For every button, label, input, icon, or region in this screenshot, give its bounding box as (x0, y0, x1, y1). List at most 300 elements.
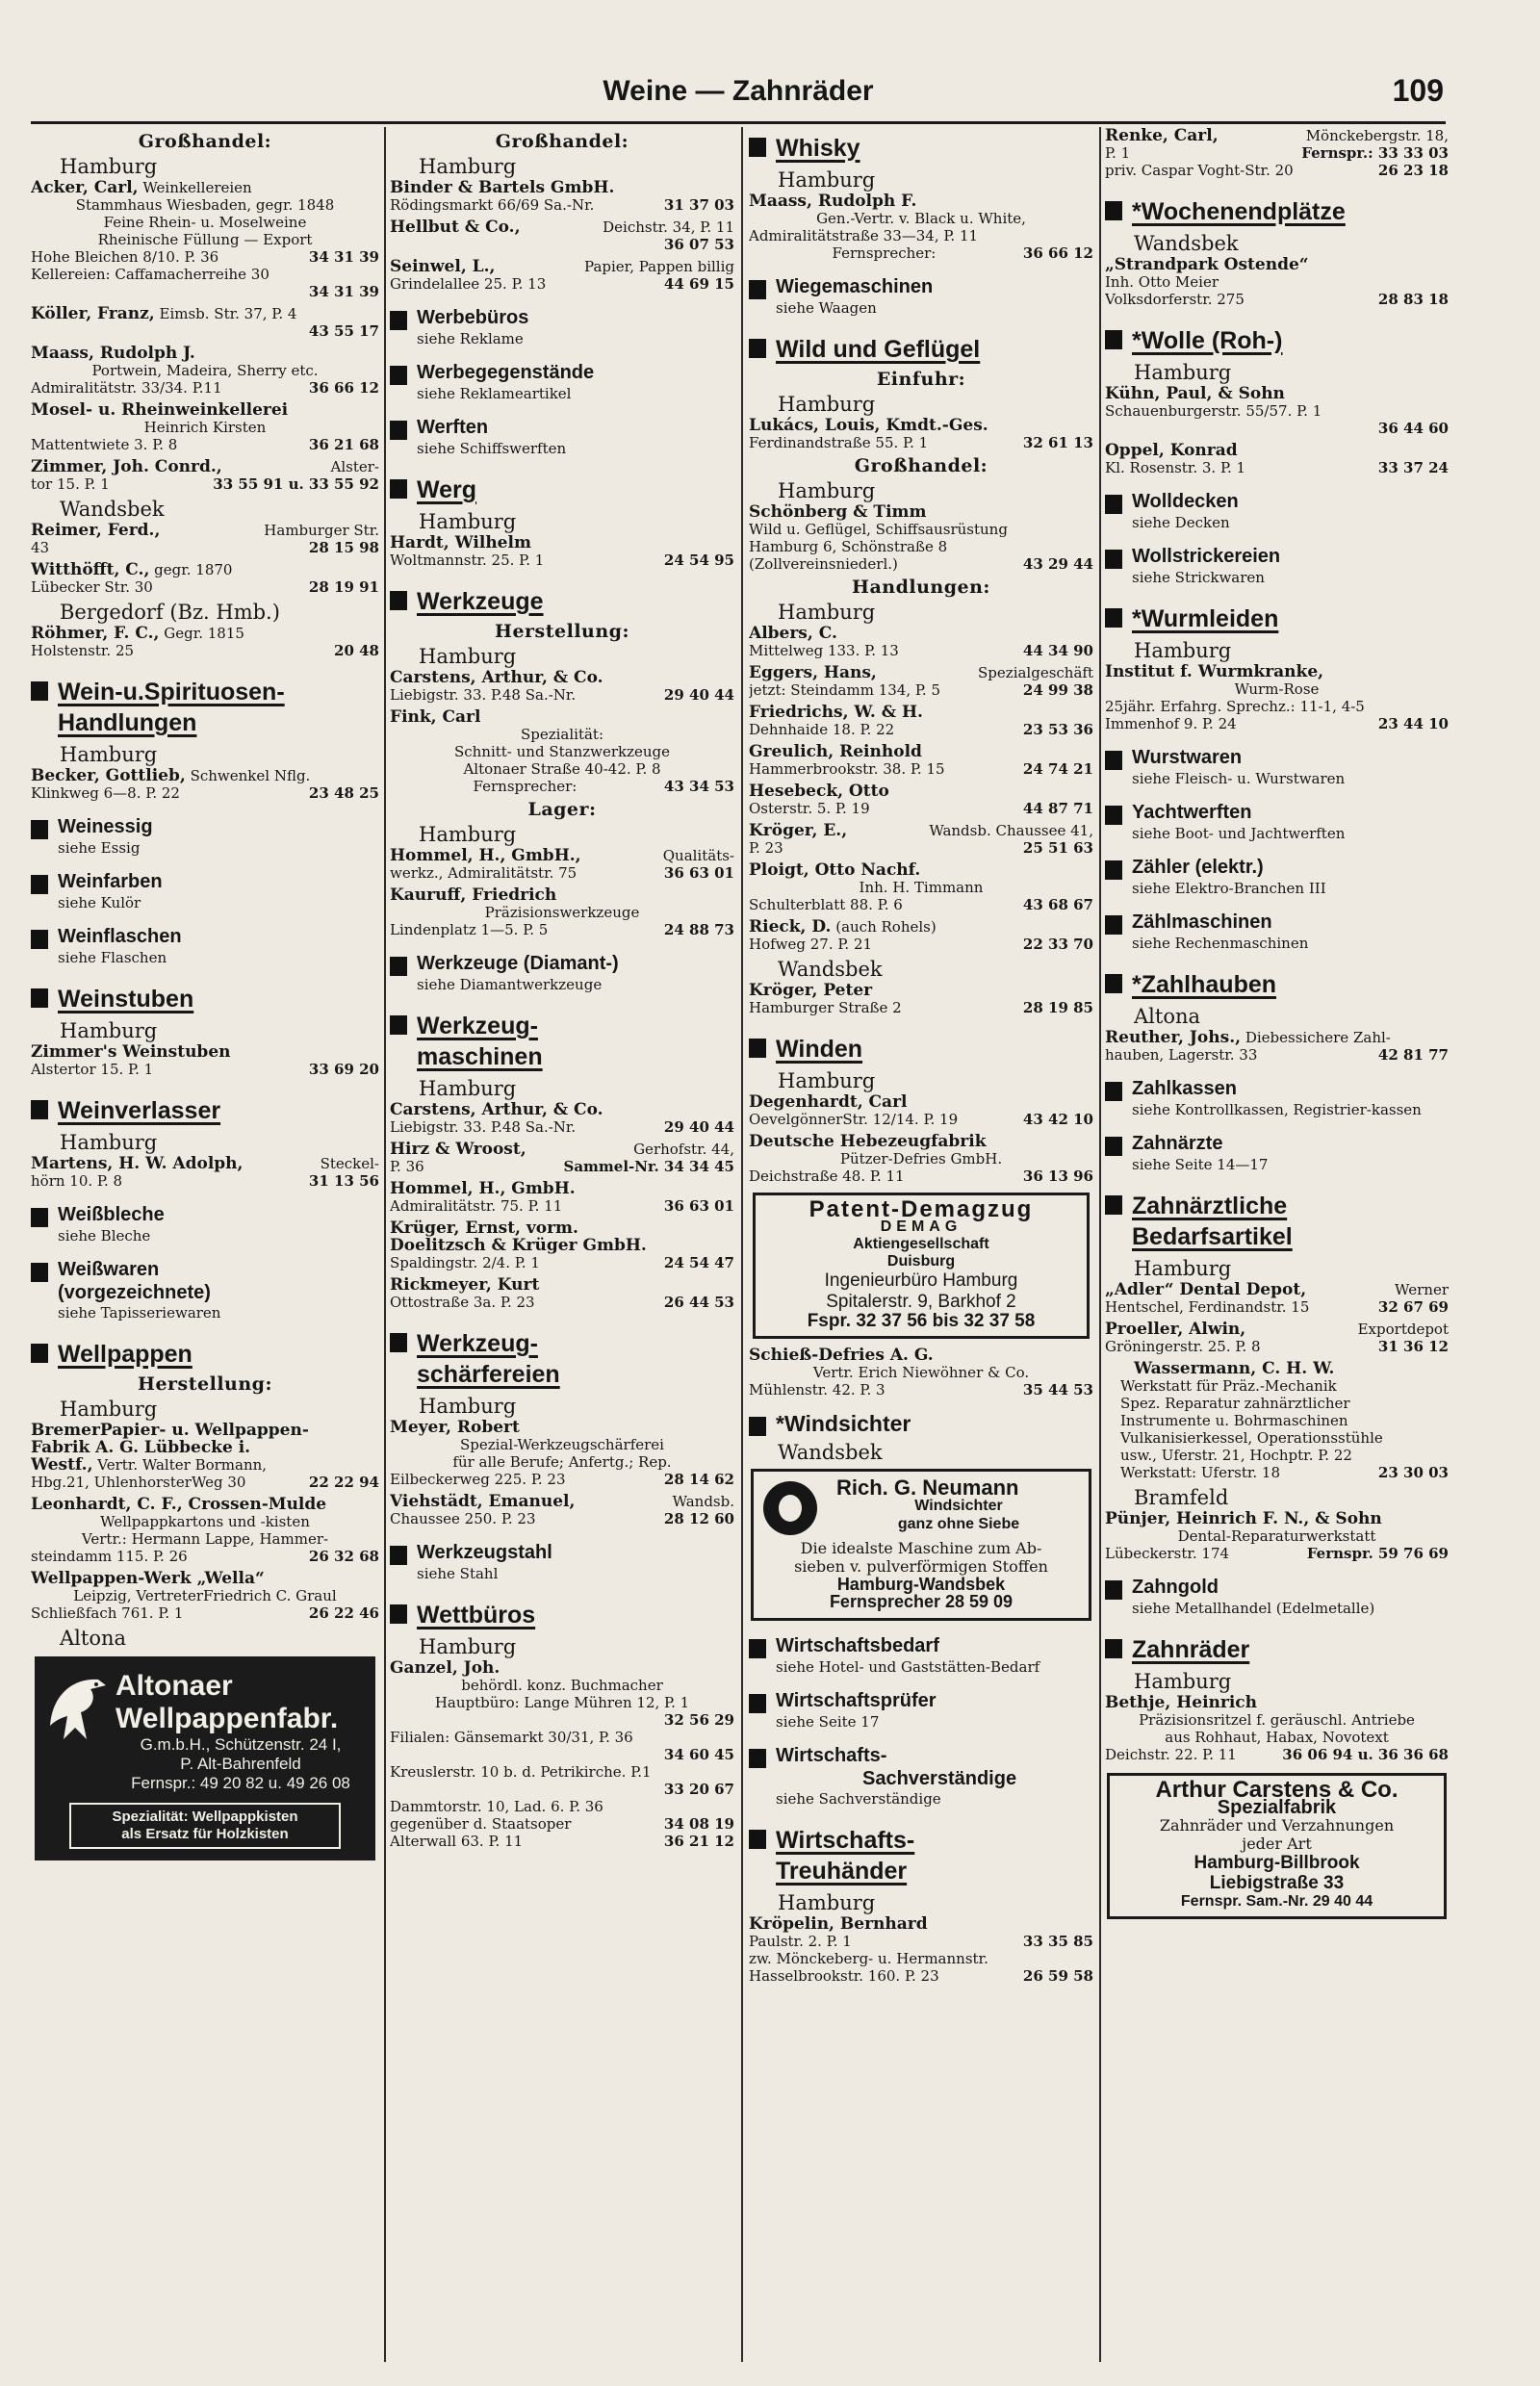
heading-text: Wild und Geflügel (776, 336, 981, 363)
phone-number: 36 21 12 (663, 1833, 734, 1850)
entry-text: Ferdinandstraße 55. P. 1 (749, 434, 929, 451)
city-label: Hamburg (60, 155, 158, 178)
listing-entry (31, 458, 379, 493)
city-label: Hamburg (419, 823, 517, 846)
company-name: Martens, H. W. Adolph, (31, 1154, 244, 1173)
phone-number: 34 31 39 (308, 283, 379, 300)
entry-text: Instrumente u. Bohrmaschinen (1120, 1412, 1348, 1429)
section-heading (749, 133, 1093, 164)
ad-text: jeder Art (1242, 1834, 1312, 1853)
phone-number: 23 48 25 (308, 784, 379, 802)
cross-reference: siehe Rechenmaschinen (1132, 935, 1309, 952)
phone-number: 26 23 18 (1377, 162, 1449, 179)
section-heading (749, 1744, 1093, 1790)
listing-entry (390, 1219, 734, 1271)
entry-text: Hamburger Str. (264, 522, 379, 539)
phone-number: 28 83 18 (1377, 291, 1449, 308)
entry-text: Hammerbrookstr. 38. P. 15 (749, 760, 945, 778)
column-4 (1105, 127, 1449, 2362)
square-bullet-icon (749, 1694, 766, 1713)
entry-text: Wild u. Geflügel, Schiffsausrüstung (749, 521, 1008, 538)
listing-entry (31, 625, 379, 659)
listing-entry (1105, 1281, 1449, 1316)
heading-text: Weinflaschen (58, 926, 182, 947)
listing-entry (749, 918, 1093, 953)
city-label: Bramfeld (1134, 1486, 1229, 1509)
entry-text: Fernsprecher: (832, 244, 937, 262)
entry-text: Klinkweg 6—8. P. 22 (31, 784, 180, 802)
listing-entry (390, 1101, 734, 1136)
advertisement-carstens (1107, 1773, 1447, 1919)
entry-text: Ottostraße 3a. P. 23 (390, 1294, 535, 1311)
heading-text: Wirtschafts- (776, 1745, 887, 1766)
entry-text: Hamburg 6, Schönstraße 8 (749, 538, 948, 555)
listing-entry (749, 1093, 1093, 1128)
entry-text: P. 23 (749, 839, 783, 857)
entry-text: Wellpappkartons und -kisten (100, 1513, 310, 1530)
company-name: Carstens, Arthur, & Co. (390, 668, 603, 687)
phone-number: 26 44 53 (663, 1294, 734, 1311)
company-name: Meyer, Robert (390, 1418, 520, 1437)
ad-address: G.m.b.H., Schützenstr. 24 I, (140, 1735, 342, 1754)
cross-reference: siehe Waagen (776, 299, 877, 317)
cross-reference: siehe Sachverständige (776, 1790, 941, 1808)
entry-text: Holstenstr. 25 (31, 642, 135, 659)
city-label: Altona (1134, 1005, 1201, 1028)
square-bullet-icon (1105, 1082, 1122, 1101)
company-name: Rieck, D. (749, 917, 832, 936)
phone-number: 33 69 20 (308, 1061, 379, 1078)
square-bullet-icon (749, 1749, 766, 1768)
city-label: Hamburg (1134, 1670, 1232, 1693)
cross-reference: siehe Metallhandel (Edelmetalle) (1132, 1600, 1375, 1617)
square-bullet-icon (1105, 806, 1122, 825)
square-bullet-icon (390, 366, 407, 385)
city-label: Wandsbek (778, 1441, 883, 1464)
section-heading (390, 306, 734, 330)
phone-number: 44 34 90 (1022, 642, 1093, 659)
entry-text: OevelgönnerStr. 12/14. P. 19 (749, 1111, 959, 1128)
listing-entry (31, 1496, 379, 1565)
entry-text: Lübeckerstr. 174 (1105, 1545, 1230, 1562)
entry-text: Weinkellereien (142, 179, 252, 196)
ad-text: Aktiengesellschaft (853, 1236, 989, 1252)
entry-text: Hamburger Straße 2 (749, 999, 902, 1016)
company-name: Renke, Carl, (1105, 127, 1219, 145)
phone-number: 36 07 53 (663, 236, 734, 253)
ad-text: Windsichter (914, 1498, 1003, 1514)
company-name: Institut f. Wurmkranke, (1105, 662, 1324, 681)
cross-reference: siehe Flaschen (58, 949, 167, 966)
city-label: Hamburg (1134, 1257, 1232, 1280)
entry-text: Kl. Rosenstr. 3. P. 1 (1105, 459, 1246, 476)
ad-headline: Patent-Demagzug (808, 1196, 1034, 1222)
entry-text: Vulkanisierkessel, Operationsstühle (1120, 1429, 1383, 1447)
entry-text: Schauenburgerstr. 55/57. P. 1 (1105, 402, 1322, 420)
city-label: Hamburg (778, 479, 876, 502)
city-label: Bergedorf (Bz. Hmb.) (60, 601, 280, 624)
heading-text: Yachtwerften (1132, 802, 1252, 823)
square-bullet-icon (1105, 1639, 1122, 1658)
square-bullet-icon (31, 875, 48, 894)
entry-text: Kellereien: Caffamacherreihe 30 (31, 266, 270, 283)
city-label: Hamburg (419, 645, 517, 668)
square-bullet-icon (749, 138, 766, 157)
entry-text: Hauptbüro: Lange Mühren 12, P. 1 (434, 1694, 690, 1711)
entry-text: Hasselbrookstr. 160. P. 23 (749, 1967, 939, 1985)
square-bullet-icon (749, 1417, 766, 1436)
phone-number: 28 14 62 (663, 1471, 734, 1488)
company-name: Röhmer, F. C., (31, 624, 160, 643)
square-bullet-icon (749, 280, 766, 299)
heading-text: Whisky (776, 135, 860, 162)
entry-text: Alstertor 15. P. 1 (31, 1061, 154, 1078)
cross-reference: siehe Schiffswerften (417, 440, 567, 457)
square-bullet-icon (31, 820, 48, 839)
entry-text: für alle Berufe; Anfertg.; Rep. (452, 1453, 672, 1471)
heading-text: Wiegemaschinen (776, 276, 934, 297)
heading-text: *Wochenendplätze (1132, 198, 1346, 225)
phone-number: 24 74 21 (1022, 760, 1093, 778)
square-bullet-icon (390, 479, 407, 499)
entry-text: zw. Mönckeberg- u. Hermannstr. (749, 1950, 988, 1967)
listing-entry (390, 1276, 734, 1311)
entry-text: Dental-Reparaturwerkstatt (1177, 1527, 1376, 1545)
entry-text: Schwenkel Nflg. (190, 767, 311, 784)
company-name: Maass, Rudolph F. (749, 192, 917, 211)
eagle-logo-icon (42, 1668, 110, 1745)
square-bullet-icon (1105, 1580, 1122, 1600)
company-name: Deutsche Hebezeugfabrik (749, 1132, 987, 1151)
ad-brand: Wellpappenfabr. (116, 1703, 339, 1734)
company-name: Proeller, Alwin, (1105, 1320, 1246, 1339)
entry-text: Gröningerstr. 25. P. 8 (1105, 1338, 1261, 1355)
heading-text: Wirtschafts- (776, 1827, 915, 1854)
listing-entry (749, 625, 1093, 659)
company-name: Becker, Gottlieb, (31, 766, 186, 785)
entry-text: steindamm 115. P. 26 (31, 1548, 188, 1565)
listing-entry (1105, 127, 1449, 179)
section-heading (1105, 856, 1449, 880)
cross-reference: siehe Kontrollkassen, Registrier-kassen (1132, 1101, 1422, 1118)
entry-text: Hohe Bleichen 8/10. P. 36 (31, 248, 219, 266)
listing-entry (749, 822, 1093, 857)
ad-note (69, 1803, 341, 1849)
advertisement-altonaer (35, 1656, 375, 1860)
section-heading (390, 1600, 734, 1630)
entry-text: Grindelallee 25. P. 13 (390, 275, 547, 293)
entry-text: Volksdorferstr. 275 (1105, 291, 1245, 308)
phone-number: 25 51 63 (1022, 839, 1093, 857)
section-heading (390, 1541, 734, 1565)
entry-text: Papier, Pappen billig (584, 258, 734, 275)
phone-number: 36 66 12 (308, 379, 379, 397)
listing-entry (749, 1133, 1093, 1185)
entry-text: Stammhaus Wiesbaden, gegr. 1848 (75, 196, 335, 214)
heading-text: *Zahlhauben (1132, 971, 1277, 998)
company-name: Carstens, Arthur, & Co. (390, 1100, 603, 1119)
company-name: Eggers, Hans, (749, 663, 877, 682)
ad-text: Duisburg (886, 1253, 956, 1270)
square-bullet-icon (749, 1830, 766, 1849)
circle-logo-icon (763, 1481, 817, 1535)
listing-entry (749, 1347, 1093, 1398)
section-heading (390, 361, 734, 385)
square-bullet-icon (749, 1039, 766, 1058)
entry-text: Liebigstr. 33. P.48 Sa.-Nr. (390, 686, 577, 704)
company-name: Kühn, Paul, & Sohn (1105, 384, 1285, 403)
phone-number: 36 63 01 (663, 864, 734, 882)
company-name: Schönberg & Timm (749, 502, 927, 522)
square-bullet-icon (31, 1100, 48, 1119)
city-label: Hamburg (1134, 361, 1232, 384)
subsection-label: Großhandel: (495, 131, 629, 152)
phone-number: 36 66 12 (1022, 244, 1093, 262)
cross-reference: siehe Seite 17 (776, 1713, 880, 1731)
phone-number: 24 88 73 (663, 921, 734, 938)
section-heading (31, 1258, 379, 1304)
company-name: Degenhardt, Carl (749, 1092, 908, 1112)
section-heading (1105, 325, 1449, 356)
cross-reference: siehe Essig (58, 839, 141, 857)
company-name: Wellpappen-Werk „Wella“ (31, 1569, 265, 1588)
company-name: „Strandpark Ostende“ (1105, 255, 1309, 274)
entry-text: gegenüber d. Staatsoper (390, 1815, 572, 1833)
square-bullet-icon (1105, 1137, 1122, 1156)
entry-text: Eilbeckerweg 225. P. 23 (390, 1471, 566, 1488)
section-heading (1105, 1576, 1449, 1600)
company-name: Witthöfft, C., (31, 560, 150, 579)
phone-number: 28 19 85 (1022, 999, 1093, 1016)
phone-number: 22 33 70 (1022, 936, 1093, 953)
section-heading (1105, 969, 1449, 1000)
listing-entry (31, 1570, 379, 1622)
ad-phone: Fernspr.: 49 20 82 u. 49 26 08 (131, 1774, 350, 1792)
listing-entry (390, 258, 734, 293)
company-name: Hardt, Wilhelm (390, 533, 531, 552)
entry-text: Hofweg 27. P. 21 (749, 936, 873, 953)
entry-text: Rödingsmarkt 66/69 Sa.-Nr. (390, 196, 595, 214)
section-heading (1105, 746, 1449, 770)
advertisement-demag (753, 1193, 1090, 1339)
entry-text: Vertr. Walter Bormann, (97, 1456, 268, 1474)
heading-text: Weißbleche (58, 1204, 165, 1225)
city-label: Hamburg (1134, 639, 1232, 662)
entry-text: Wurm-Rose (1234, 680, 1320, 698)
city-label: Hamburg (778, 1891, 876, 1914)
listing-entry (390, 708, 734, 795)
column-3 (749, 127, 1093, 2362)
listing-entry (749, 1915, 1093, 1985)
heading-text: Wettbüros (417, 1602, 536, 1629)
listing-entry (1105, 1510, 1449, 1562)
entry-text: Spaldingstr. 2/4. P. 1 (390, 1254, 540, 1271)
section-heading (749, 1634, 1093, 1658)
advertisement-neumann (751, 1469, 1091, 1621)
phone-number: 36 63 01 (663, 1197, 734, 1215)
company-name: Kröger, E., (749, 821, 848, 840)
city-label: Altona (60, 1627, 127, 1650)
entry-text: tor 15. P. 1 (31, 475, 110, 493)
phone-number: 43 34 53 (663, 778, 734, 795)
cross-reference: siehe Strickwaren (1132, 569, 1265, 586)
company-name: Reuther, Johs., (1105, 1028, 1242, 1047)
section-heading (749, 275, 1093, 299)
listing-entry (390, 1419, 734, 1488)
company-name: Hommel, H., GmbH., (390, 846, 581, 865)
listing-entry (1105, 385, 1449, 437)
phone-number: 26 32 68 (308, 1548, 379, 1565)
company-name: „Adler“ Dental Depot, (1105, 1280, 1307, 1299)
listing-entry (1105, 1360, 1449, 1481)
section-heading (1105, 1132, 1449, 1156)
listing-entry (31, 179, 379, 300)
heading-text: Weinessig (58, 816, 153, 837)
entry-text: Filialen: Gänsemarkt 30/31, P. 36 (390, 1729, 633, 1746)
company-name: Krüger, Ernst, vorm. (390, 1219, 578, 1238)
phone-number: 36 21 68 (308, 436, 379, 453)
subsection-label: Großhandel: (138, 131, 272, 152)
square-bullet-icon (31, 681, 48, 701)
entry-text: Lindenplatz 1—5. P. 5 (390, 921, 549, 938)
phone-number: 34 31 39 (308, 248, 379, 266)
entry-text: 43 (31, 539, 50, 556)
listing-entry (390, 179, 734, 214)
entry-text: Eimsb. Str. 37, P. 4 (159, 305, 297, 322)
listing-entry (749, 417, 1093, 451)
listing-entry (749, 982, 1093, 1016)
company-name: BremerPapier- u. Wellpappen- (31, 1421, 309, 1440)
entry-text: Steckel- (320, 1155, 379, 1172)
listing-entry (31, 561, 379, 596)
column-1 (31, 127, 379, 2362)
entry-text: Werkstatt für Präz.-Mechanik (1120, 1377, 1337, 1395)
phone-number: 32 67 69 (1377, 1298, 1449, 1316)
phone-number: 34 08 19 (663, 1815, 734, 1833)
heading-text: Werkzeugstahl (417, 1542, 552, 1563)
entry-text: Mönckebergstr. 18, (1305, 127, 1449, 144)
entry-text: Dehnhaide 18. P. 22 (749, 721, 895, 738)
listing-entry (31, 345, 379, 397)
company-name: Kröpelin, Bernhard (749, 1914, 928, 1934)
listing-entry (1105, 1694, 1449, 1763)
phone-number: 36 13 96 (1022, 1167, 1093, 1185)
heading-text: Sachverständige (862, 1768, 1017, 1789)
heading-text: *Windsichter (776, 1411, 911, 1436)
entry-text: Liebigstr. 33. P.48 Sa.-Nr. (390, 1118, 577, 1136)
company-name: Lukács, Louis, Kmdt.-Ges. (749, 416, 988, 435)
entry-text: Mattentwiete 3. P. 8 (31, 436, 178, 453)
entry-text: Deichstr. 22. P. 11 (1105, 1746, 1237, 1763)
section-heading (390, 586, 734, 617)
square-bullet-icon (749, 339, 766, 358)
ad-address: Liebigstraße 33 (1209, 1873, 1345, 1893)
entry-text: Gen.-Vertr. v. Black u. White, (816, 210, 1026, 227)
company-name: Fink, Carl (390, 707, 481, 727)
section-heading (390, 1328, 734, 1390)
heading-text: Weißwaren (58, 1259, 160, 1280)
ad-brand: Rich. G. Neumann (836, 1475, 1019, 1500)
entry-text: Diebessichere Zahl- (1245, 1029, 1391, 1046)
entry-text: (Zollvereinsniederl.) (749, 555, 898, 573)
company-name: Friedrichs, W. & H. (749, 703, 923, 722)
city-label: Hamburg (60, 743, 158, 766)
cross-reference: siehe Seite 14—17 (1132, 1156, 1269, 1173)
company-name: Hellbut & Co., (390, 218, 521, 237)
phone-number: 31 36 12 (1377, 1338, 1449, 1355)
listing-entry (390, 669, 734, 704)
phone-number: 28 19 91 (308, 578, 379, 596)
city-label: Wandsbek (778, 958, 883, 981)
entry-text: Vertr.: Hermann Lappe, Hammer- (81, 1530, 329, 1548)
phone-number: 26 22 46 (308, 1604, 379, 1622)
cross-reference: siehe Bleche (58, 1227, 151, 1244)
listing-entry (749, 743, 1093, 778)
square-bullet-icon (31, 930, 48, 949)
company-name: Doelitzsch & Krüger GmbH. (390, 1236, 647, 1255)
entry-text: Alster- (330, 458, 379, 475)
phone-number: 35 44 53 (1022, 1381, 1093, 1398)
city-label: Hamburg (60, 1019, 158, 1042)
entry-text: priv. Caspar Voght-Str. 20 (1105, 162, 1294, 179)
section-heading (1105, 1191, 1449, 1252)
entry-text: Hbg.21, UhlenhorsterWeg 30 (31, 1474, 246, 1491)
listing-entry (1105, 442, 1449, 476)
phone-number: 23 53 36 (1022, 721, 1093, 738)
city-label: Hamburg (778, 168, 876, 192)
square-bullet-icon (390, 591, 407, 610)
heading-text: Weinstuben (58, 986, 194, 1013)
entry-text: Pützer-Defries GmbH. (839, 1150, 1003, 1167)
heading-text: Zahlkassen (1132, 1078, 1237, 1099)
listing-entry (1105, 256, 1449, 308)
heading-text: Winden (776, 1036, 863, 1063)
entry-text: Spezial-Werkzeugschärferei (460, 1436, 664, 1453)
entry-text: Alterwall 63. P. 11 (390, 1833, 524, 1850)
phone-number: 26 59 58 (1022, 1967, 1093, 1985)
entry-text: Woltmannstr. 25. P. 1 (390, 552, 545, 569)
entry-text: Chaussee 250. P. 23 (390, 1510, 536, 1527)
ad-address: Hamburg-Billbrook (1194, 1853, 1360, 1873)
entry-text: Leipzig, VertreterFriedrich C. Graul (73, 1587, 337, 1604)
phone-number: 24 54 47 (663, 1254, 734, 1271)
square-bullet-icon (1105, 330, 1122, 349)
subsection-label: Einfuhr: (876, 369, 966, 390)
page-title: Weine — Zahnräder (603, 75, 874, 107)
entry-text: Admiralitätstr. 75. P. 11 (390, 1197, 563, 1215)
phone-number: 43 29 44 (1022, 555, 1093, 573)
section-heading (1105, 1077, 1449, 1101)
company-name: Binder & Bartels GmbH. (390, 178, 615, 197)
cross-reference: siehe Hotel- und Gaststätten-Bedarf (776, 1658, 1040, 1676)
company-name: Greulich, Reinhold (749, 742, 922, 761)
listing-entry (390, 1141, 734, 1175)
subsection-label: Herstellung: (495, 621, 629, 642)
heading-text: Zahnräder (1132, 1636, 1250, 1663)
entry-text: Fernsprecher: (473, 778, 578, 795)
listing-entry (31, 767, 379, 802)
heading-text: Werbebüros (417, 307, 529, 328)
heading-text: Wellpappen (58, 1341, 192, 1368)
listing-entry (390, 534, 734, 569)
section-heading (31, 870, 379, 894)
city-label: Hamburg (419, 1635, 517, 1658)
entry-text: Kreuslerstr. 10 b. d. Petrikirche. P.1 (390, 1763, 652, 1781)
section-heading (1105, 545, 1449, 569)
company-name: Zimmer, Joh. Conrd., (31, 457, 222, 476)
city-label: Hamburg (778, 601, 876, 624)
square-bullet-icon (1105, 550, 1122, 569)
